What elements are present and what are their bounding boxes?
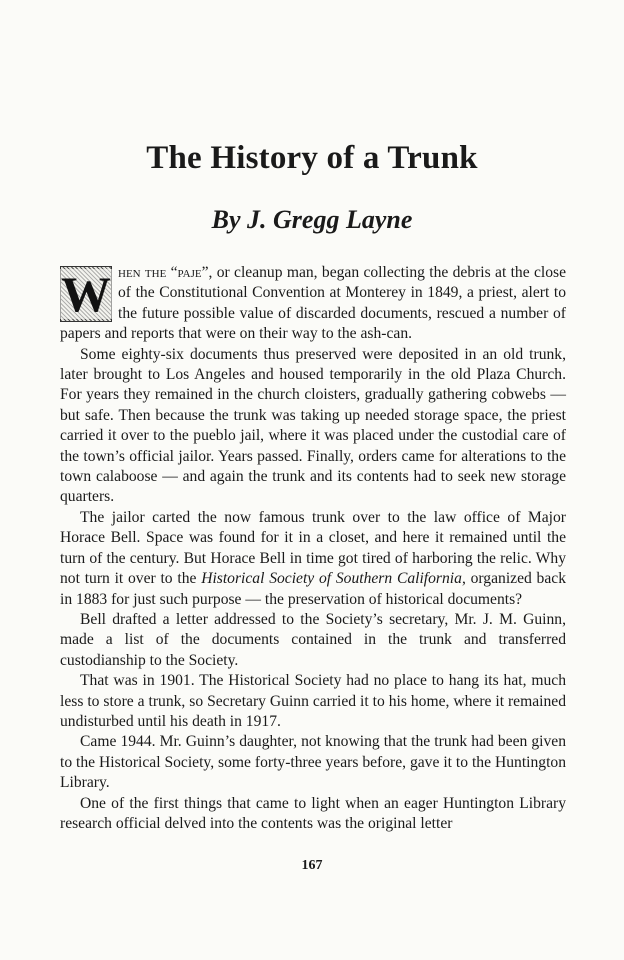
drop-cap-letter: W (61, 266, 111, 322)
drop-cap (60, 266, 112, 322)
society-name: Historical Society of Southern California (201, 570, 462, 588)
paragraph-1-text: , or cleanup man, began collecting the debris at the close of the Constitutional Convention at Monterey in 1849, a priest, alert to the future possible value of discarded documents, rescued a number of papers and reports that were on their way to the ash-can. (60, 264, 566, 343)
article-title: The History of a Trunk (146, 140, 478, 176)
paragraph-2: Some eighty-six documents thus preserved were deposited in an old trunk, later brought to Los Angeles and housed temporarily in the old Plaza Church. For years they remained in the church cloisters, gradually gathering cobwebs — but safe. Then because the trunk was taking up needed storage space, the priest carried it over to the pueblo jail, where it was placed under the custodial care of the town’s official jailor. Years passed. Finally, orders came for alterations to the town calaboose — and again the trunk and its contents had to seek new storage quarters. (60, 345, 566, 506)
article-byline: By J. Gregg Layne (211, 205, 413, 234)
page-number: 167 (301, 858, 323, 873)
paragraph-6: Came 1944. Mr. Guinn’s daughter, not knowing that the trunk had been given to the Historical Society, some forty-three years before, gave it to the Huntington Library. (60, 733, 566, 792)
paragraph-1 (60, 263, 566, 345)
article-body (60, 263, 566, 834)
paragraph-3 (60, 508, 566, 610)
paragraph-3-text-b: , organized back in 1883 for just such purpose — the preservation of historical documents? (60, 570, 566, 608)
paragraph-1-lead: hen the “paje” (118, 264, 209, 281)
paragraph-5: That was in 1901. The Historical Society had no place to hang its hat, much less to store a trunk, so Secretary Guinn carried it to his home, where it remained undisturbed until his death in 1917. (60, 672, 566, 730)
paragraph-7: One of the first things that came to light when an eager Huntington Library research official delved into the contents was the original letter (60, 794, 566, 832)
paragraph-3-text-a: The jailor carted the now famous trunk over to the law office of Major Horace Bell. Space was found for it in a closet, and here it remained until the turn of the century. But Horace Bell in time got tired of harboring the relic. Why not turn it over to the (60, 508, 566, 588)
paragraph-4: Bell drafted a letter addressed to the Society’s secretary, Mr. J. M. Guinn, made a list of the documents contained in the trunk and transferred custodianship to the Society. (60, 610, 566, 669)
